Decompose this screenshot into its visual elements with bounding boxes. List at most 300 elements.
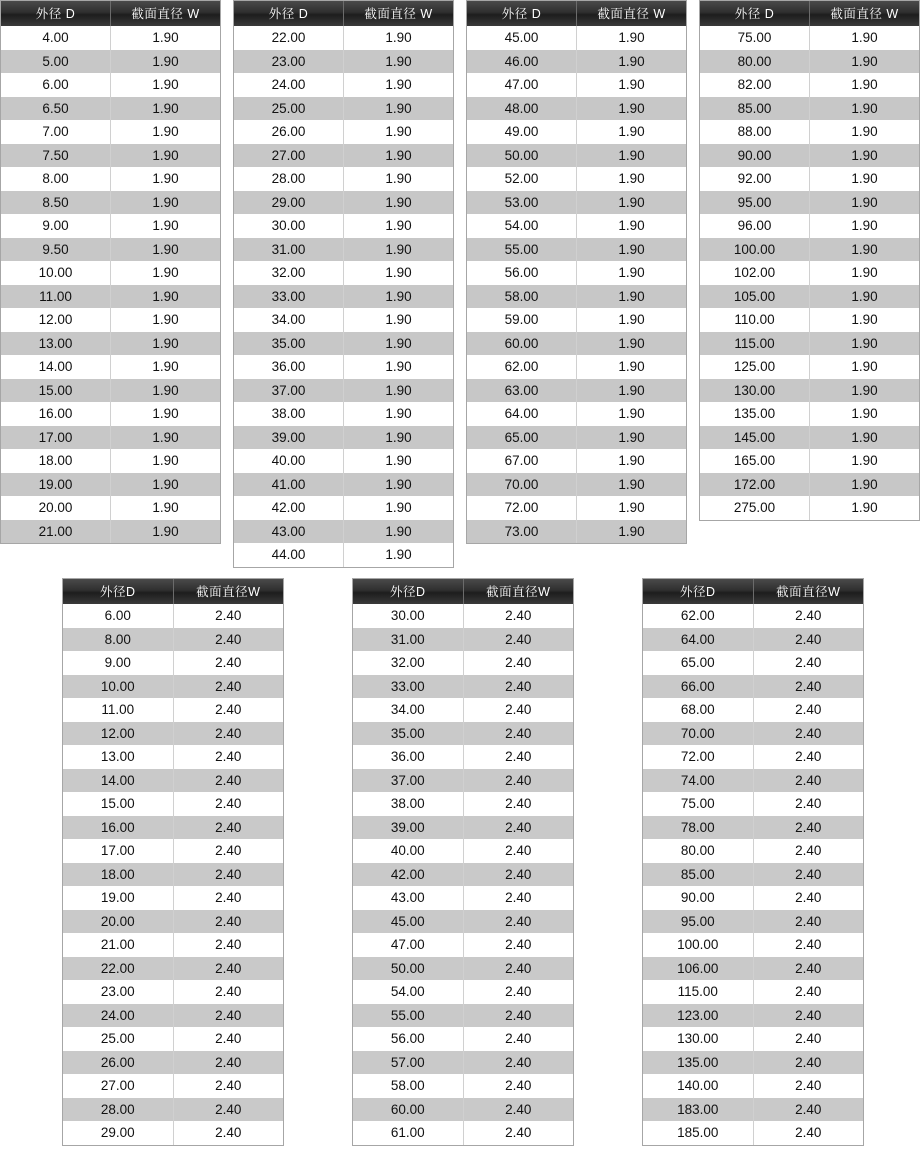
cell-section-diameter: 2.40: [753, 1074, 863, 1098]
table-row: [1, 73, 220, 97]
cell-section-diameter: 1.90: [577, 238, 687, 262]
table-row: [700, 144, 919, 168]
cell-section-diameter: 2.40: [173, 957, 283, 981]
table-header-row: [467, 1, 686, 26]
cell-section-diameter: 2.40: [173, 698, 283, 722]
table-row: [700, 473, 919, 497]
cell-section-diameter: 1.90: [577, 496, 687, 520]
cell-section-diameter: 1.90: [810, 473, 920, 497]
table-row: [353, 886, 573, 910]
cell-section-diameter: 1.90: [577, 285, 687, 309]
table-row: [353, 1098, 573, 1122]
table-row: [234, 543, 453, 567]
table-row: [353, 628, 573, 652]
cell-section-diameter: 2.40: [173, 745, 283, 769]
cell-outer-diameter: 92.00: [700, 167, 810, 191]
cell-section-diameter: 1.90: [344, 449, 454, 473]
table-row: [63, 957, 283, 981]
cell-outer-diameter: 43.00: [234, 520, 344, 544]
cell-section-diameter: 2.40: [753, 980, 863, 1004]
cell-section-diameter: 1.90: [810, 167, 920, 191]
table-row: [467, 73, 686, 97]
table-row: [234, 496, 453, 520]
table-row: [353, 722, 573, 746]
table-row: [353, 698, 573, 722]
cell-section-diameter: 2.40: [463, 839, 573, 863]
cell-outer-diameter: 61.00: [353, 1121, 463, 1145]
table-row: [467, 238, 686, 262]
table-row: [63, 980, 283, 1004]
cell-outer-diameter: 56.00: [467, 261, 577, 285]
table-row: [1, 97, 220, 121]
table-row: [63, 1004, 283, 1028]
cell-section-diameter: 1.90: [111, 332, 221, 356]
table-row: [643, 698, 863, 722]
cell-outer-diameter: 72.00: [467, 496, 577, 520]
cell-section-diameter: 2.40: [753, 628, 863, 652]
cell-outer-diameter: 24.00: [63, 1004, 173, 1028]
table-row: [467, 332, 686, 356]
table-row: [63, 1074, 283, 1098]
cell-outer-diameter: 66.00: [643, 675, 753, 699]
table-row: [1, 238, 220, 262]
cell-section-diameter: 1.90: [810, 50, 920, 74]
cell-section-diameter: 2.40: [753, 886, 863, 910]
cell-section-diameter: 2.40: [173, 886, 283, 910]
table-row: [643, 816, 863, 840]
table-row: [643, 980, 863, 1004]
data-table: [700, 1, 919, 520]
table-row: [643, 745, 863, 769]
cell-section-diameter: 1.90: [577, 214, 687, 238]
column-header-outer-diameter: 外径D: [63, 579, 173, 604]
table-row: [63, 1098, 283, 1122]
cell-outer-diameter: 39.00: [353, 816, 463, 840]
cell-outer-diameter: 110.00: [700, 308, 810, 332]
column-header-outer-diameter: 外径 D: [1, 1, 111, 26]
cell-section-diameter: 2.40: [173, 1121, 283, 1145]
cell-section-diameter: 2.40: [463, 1027, 573, 1051]
cell-outer-diameter: 62.00: [643, 604, 753, 628]
cell-section-diameter: 2.40: [753, 1004, 863, 1028]
table-row: [234, 261, 453, 285]
table-row: [353, 1074, 573, 1098]
cell-outer-diameter: 100.00: [643, 933, 753, 957]
cell-section-diameter: 2.40: [753, 604, 863, 628]
cell-outer-diameter: 18.00: [63, 863, 173, 887]
cell-outer-diameter: 145.00: [700, 426, 810, 450]
cell-section-diameter: 1.90: [111, 144, 221, 168]
table-row: [234, 73, 453, 97]
column-header-section-diameter: 截面直径 W: [577, 1, 687, 26]
table-row: [234, 120, 453, 144]
table-row: [63, 604, 283, 628]
cell-section-diameter: 1.90: [577, 332, 687, 356]
cell-section-diameter: 1.90: [344, 285, 454, 309]
table-row: [643, 1027, 863, 1051]
cell-section-diameter: 1.90: [810, 26, 920, 50]
cell-outer-diameter: 40.00: [353, 839, 463, 863]
dimension-table-t4: [699, 0, 920, 521]
cell-section-diameter: 1.90: [344, 520, 454, 544]
cell-section-diameter: 1.90: [810, 426, 920, 450]
cell-outer-diameter: 42.00: [234, 496, 344, 520]
cell-section-diameter: 1.90: [810, 191, 920, 215]
cell-outer-diameter: 90.00: [700, 144, 810, 168]
table-row: [63, 886, 283, 910]
cell-section-diameter: 1.90: [810, 496, 920, 520]
cell-outer-diameter: 74.00: [643, 769, 753, 793]
table-row: [467, 144, 686, 168]
column-header-section-diameter: 截面直径W: [753, 579, 863, 604]
cell-outer-diameter: 80.00: [643, 839, 753, 863]
cell-outer-diameter: 46.00: [467, 50, 577, 74]
table-row: [700, 285, 919, 309]
cell-outer-diameter: 45.00: [467, 26, 577, 50]
cell-outer-diameter: 115.00: [700, 332, 810, 356]
cell-outer-diameter: 165.00: [700, 449, 810, 473]
table-header-row: [63, 579, 283, 604]
table-row: [63, 745, 283, 769]
table-row: [234, 520, 453, 544]
cell-outer-diameter: 8.50: [1, 191, 111, 215]
cell-outer-diameter: 140.00: [643, 1074, 753, 1098]
table-row: [353, 604, 573, 628]
table-row: [467, 26, 686, 50]
table-row: [63, 675, 283, 699]
table-row: [234, 144, 453, 168]
cell-section-diameter: 1.90: [577, 167, 687, 191]
cell-section-diameter: 1.90: [810, 402, 920, 426]
cell-section-diameter: 2.40: [753, 1051, 863, 1075]
cell-outer-diameter: 32.00: [234, 261, 344, 285]
table-row: [467, 449, 686, 473]
table-row: [234, 332, 453, 356]
cell-section-diameter: 1.90: [111, 520, 221, 544]
data-table: [353, 579, 573, 1145]
cell-section-diameter: 2.40: [173, 863, 283, 887]
cell-section-diameter: 2.40: [753, 863, 863, 887]
cell-outer-diameter: 123.00: [643, 1004, 753, 1028]
cell-section-diameter: 1.90: [344, 543, 454, 567]
cell-outer-diameter: 106.00: [643, 957, 753, 981]
cell-section-diameter: 2.40: [463, 910, 573, 934]
cell-outer-diameter: 85.00: [700, 97, 810, 121]
cell-section-diameter: 1.90: [344, 97, 454, 121]
column-header-section-diameter: 截面直径 W: [344, 1, 454, 26]
cell-section-diameter: 2.40: [753, 722, 863, 746]
column-header-outer-diameter: 外径D: [643, 579, 753, 604]
table-row: [353, 980, 573, 1004]
cell-outer-diameter: 41.00: [234, 473, 344, 497]
table-row: [1, 379, 220, 403]
cell-outer-diameter: 55.00: [353, 1004, 463, 1028]
table-row: [467, 355, 686, 379]
cell-outer-diameter: 60.00: [467, 332, 577, 356]
cell-section-diameter: 2.40: [753, 816, 863, 840]
cell-outer-diameter: 35.00: [353, 722, 463, 746]
table-row: [643, 651, 863, 675]
cell-outer-diameter: 11.00: [63, 698, 173, 722]
cell-outer-diameter: 28.00: [63, 1098, 173, 1122]
cell-section-diameter: 2.40: [753, 957, 863, 981]
column-header-outer-diameter: 外径 D: [467, 1, 577, 26]
cell-section-diameter: 1.90: [577, 473, 687, 497]
cell-section-diameter: 1.90: [344, 167, 454, 191]
table-row: [353, 675, 573, 699]
cell-outer-diameter: 125.00: [700, 355, 810, 379]
table-row: [63, 863, 283, 887]
table-header-row: [700, 1, 919, 26]
cell-section-diameter: 2.40: [173, 910, 283, 934]
cell-section-diameter: 1.90: [577, 144, 687, 168]
table-row: [700, 191, 919, 215]
cell-outer-diameter: 8.00: [63, 628, 173, 652]
cell-outer-diameter: 43.00: [353, 886, 463, 910]
table-row: [643, 839, 863, 863]
cell-section-diameter: 2.40: [463, 792, 573, 816]
cell-outer-diameter: 135.00: [700, 402, 810, 426]
table-row: [467, 473, 686, 497]
cell-outer-diameter: 105.00: [700, 285, 810, 309]
cell-section-diameter: 2.40: [463, 628, 573, 652]
table-row: [353, 1027, 573, 1051]
cell-outer-diameter: 70.00: [467, 473, 577, 497]
cell-section-diameter: 2.40: [173, 816, 283, 840]
cell-outer-diameter: 9.00: [1, 214, 111, 238]
table-row: [643, 628, 863, 652]
cell-section-diameter: 2.40: [753, 1098, 863, 1122]
cell-outer-diameter: 14.00: [63, 769, 173, 793]
cell-section-diameter: 1.90: [111, 261, 221, 285]
cell-section-diameter: 1.90: [111, 26, 221, 50]
column-header-section-diameter: 截面直径W: [173, 579, 283, 604]
cell-section-diameter: 2.40: [173, 1051, 283, 1075]
cell-outer-diameter: 70.00: [643, 722, 753, 746]
cell-section-diameter: 2.40: [753, 910, 863, 934]
cell-section-diameter: 1.90: [111, 214, 221, 238]
cell-section-diameter: 2.40: [173, 1074, 283, 1098]
cell-section-diameter: 1.90: [577, 379, 687, 403]
cell-section-diameter: 1.90: [111, 308, 221, 332]
cell-section-diameter: 2.40: [463, 816, 573, 840]
cell-section-diameter: 2.40: [463, 980, 573, 1004]
table-row: [353, 651, 573, 675]
cell-section-diameter: 2.40: [173, 980, 283, 1004]
cell-section-diameter: 2.40: [463, 769, 573, 793]
dimension-table-t2: [233, 0, 454, 568]
cell-outer-diameter: 19.00: [63, 886, 173, 910]
table-row: [1, 520, 220, 544]
table-row: [1, 26, 220, 50]
cell-outer-diameter: 9.50: [1, 238, 111, 262]
cell-section-diameter: 2.40: [753, 651, 863, 675]
cell-section-diameter: 2.40: [173, 1027, 283, 1051]
cell-outer-diameter: 36.00: [234, 355, 344, 379]
cell-section-diameter: 1.90: [111, 50, 221, 74]
cell-section-diameter: 2.40: [463, 886, 573, 910]
cell-outer-diameter: 17.00: [63, 839, 173, 863]
table-row: [63, 628, 283, 652]
cell-outer-diameter: 24.00: [234, 73, 344, 97]
table-row: [63, 1027, 283, 1051]
cell-outer-diameter: 49.00: [467, 120, 577, 144]
cell-outer-diameter: 19.00: [1, 473, 111, 497]
cell-section-diameter: 2.40: [173, 769, 283, 793]
cell-section-diameter: 2.40: [463, 933, 573, 957]
table-row: [234, 402, 453, 426]
cell-outer-diameter: 13.00: [1, 332, 111, 356]
table-header-row: [1, 1, 220, 26]
cell-outer-diameter: 55.00: [467, 238, 577, 262]
cell-section-diameter: 2.40: [463, 1004, 573, 1028]
cell-section-diameter: 1.90: [111, 379, 221, 403]
cell-section-diameter: 1.90: [111, 473, 221, 497]
table-row: [700, 261, 919, 285]
cell-section-diameter: 1.90: [344, 332, 454, 356]
table-row: [467, 167, 686, 191]
table-row: [63, 792, 283, 816]
cell-outer-diameter: 31.00: [234, 238, 344, 262]
table-row: [643, 1051, 863, 1075]
table-row: [234, 238, 453, 262]
cell-section-diameter: 1.90: [810, 379, 920, 403]
cell-outer-diameter: 10.00: [63, 675, 173, 699]
cell-outer-diameter: 35.00: [234, 332, 344, 356]
cell-section-diameter: 1.90: [111, 73, 221, 97]
dimension-table-t6: [352, 578, 574, 1146]
cell-outer-diameter: 7.00: [1, 120, 111, 144]
cell-outer-diameter: 20.00: [1, 496, 111, 520]
cell-section-diameter: 2.40: [753, 698, 863, 722]
cell-outer-diameter: 16.00: [63, 816, 173, 840]
cell-section-diameter: 2.40: [753, 839, 863, 863]
table-row: [700, 355, 919, 379]
table-header-row: [643, 579, 863, 604]
cell-section-diameter: 2.40: [753, 933, 863, 957]
table-row: [700, 402, 919, 426]
cell-outer-diameter: 130.00: [643, 1027, 753, 1051]
table-row: [353, 910, 573, 934]
table-row: [700, 214, 919, 238]
cell-section-diameter: 2.40: [173, 792, 283, 816]
table-row: [643, 863, 863, 887]
cell-outer-diameter: 28.00: [234, 167, 344, 191]
table-row: [353, 933, 573, 957]
cell-outer-diameter: 80.00: [700, 50, 810, 74]
dimension-table-t3: [466, 0, 687, 544]
cell-section-diameter: 1.90: [810, 73, 920, 97]
cell-outer-diameter: 52.00: [467, 167, 577, 191]
cell-section-diameter: 1.90: [577, 73, 687, 97]
table-row: [643, 769, 863, 793]
table-row: [700, 73, 919, 97]
table-group-bottom: [0, 578, 922, 1146]
cell-section-diameter: 2.40: [463, 675, 573, 699]
cell-section-diameter: 1.90: [111, 238, 221, 262]
table-row: [63, 1121, 283, 1145]
table-row: [700, 167, 919, 191]
table-row: [353, 792, 573, 816]
table-row: [234, 426, 453, 450]
cell-section-diameter: 1.90: [111, 426, 221, 450]
cell-section-diameter: 1.90: [810, 97, 920, 121]
table-row: [643, 604, 863, 628]
cell-outer-diameter: 13.00: [63, 745, 173, 769]
table-row: [1, 332, 220, 356]
cell-section-diameter: 1.90: [344, 473, 454, 497]
table-row: [353, 839, 573, 863]
table-row: [234, 167, 453, 191]
cell-outer-diameter: 95.00: [700, 191, 810, 215]
cell-outer-diameter: 14.00: [1, 355, 111, 379]
cell-section-diameter: 1.90: [344, 308, 454, 332]
cell-section-diameter: 1.90: [344, 50, 454, 74]
table-row: [700, 238, 919, 262]
table-row: [234, 26, 453, 50]
cell-outer-diameter: 42.00: [353, 863, 463, 887]
cell-outer-diameter: 26.00: [63, 1051, 173, 1075]
cell-section-diameter: 2.40: [463, 722, 573, 746]
cell-outer-diameter: 32.00: [353, 651, 463, 675]
column-header-section-diameter: 截面直径 W: [810, 1, 920, 26]
cell-section-diameter: 1.90: [344, 120, 454, 144]
table-row: [700, 379, 919, 403]
cell-section-diameter: 1.90: [577, 120, 687, 144]
table-row: [1, 355, 220, 379]
cell-outer-diameter: 20.00: [63, 910, 173, 934]
cell-section-diameter: 2.40: [753, 1027, 863, 1051]
cell-outer-diameter: 95.00: [643, 910, 753, 934]
cell-outer-diameter: 29.00: [234, 191, 344, 215]
dimension-table-t7: [642, 578, 864, 1146]
cell-outer-diameter: 34.00: [234, 308, 344, 332]
cell-outer-diameter: 23.00: [234, 50, 344, 74]
cell-outer-diameter: 36.00: [353, 745, 463, 769]
cell-section-diameter: 1.90: [111, 191, 221, 215]
table-row: [643, 910, 863, 934]
cell-outer-diameter: 63.00: [467, 379, 577, 403]
cell-outer-diameter: 90.00: [643, 886, 753, 910]
cell-outer-diameter: 82.00: [700, 73, 810, 97]
table-row: [234, 97, 453, 121]
cell-section-diameter: 1.90: [111, 355, 221, 379]
table-row: [1, 144, 220, 168]
table-row: [353, 957, 573, 981]
table-row: [467, 261, 686, 285]
table-row: [1, 285, 220, 309]
cell-outer-diameter: 68.00: [643, 698, 753, 722]
table-row: [234, 473, 453, 497]
table-row: [1, 261, 220, 285]
table-group-top: [0, 0, 922, 568]
table-row: [700, 496, 919, 520]
cell-outer-diameter: 6.50: [1, 97, 111, 121]
table-row: [1, 426, 220, 450]
cell-outer-diameter: 40.00: [234, 449, 344, 473]
cell-section-diameter: 2.40: [463, 745, 573, 769]
cell-outer-diameter: 11.00: [1, 285, 111, 309]
table-row: [234, 355, 453, 379]
cell-outer-diameter: 33.00: [234, 285, 344, 309]
cell-section-diameter: 1.90: [577, 402, 687, 426]
table-header-row: [353, 579, 573, 604]
cell-section-diameter: 1.90: [344, 238, 454, 262]
table-row: [467, 426, 686, 450]
cell-section-diameter: 2.40: [753, 1121, 863, 1145]
column-header-outer-diameter: 外径 D: [700, 1, 810, 26]
table-row: [63, 839, 283, 863]
